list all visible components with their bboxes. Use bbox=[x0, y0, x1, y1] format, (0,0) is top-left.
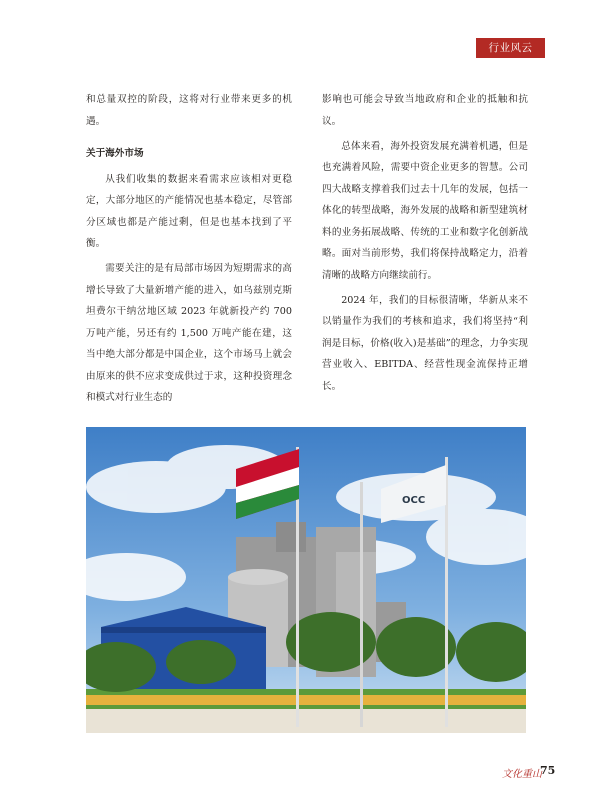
section-tag: 行业风云 bbox=[476, 38, 545, 58]
left-paragraph-3: 需要关注的是有局部市场因为短期需求的高增长导致了大量新增产能的进入，如乌兹别克斯坦费尔干纳岔地区域 2023 年就新投产约 700 万吨产能，另还有约 1,500 万吨产能在建，这当中绝大部分都是中国企业，这个市场马上就会由原来的供不应求变成供过于求，这种投资理念和模式对行业生态的 bbox=[86, 263, 292, 403]
left-column bbox=[86, 89, 292, 412]
section-heading: 关于海外市场 bbox=[86, 148, 144, 159]
left-paragraph-2: 从我们收集的数据来看需求应该相对更稳定，大部分地区的产能情况也基本稳定，尽管部分区域也都是产能过剩，但是也基本找到了平衡。 bbox=[86, 173, 292, 249]
ground bbox=[86, 689, 526, 733]
right-paragraph-2: 总体来看，海外投资发展充满着机遇，但是也充满着风险，需要中资企业更多的智慧。公司四大战略支撑着我们过去十几年的发展，包括一体化的转型战略，海外发展的战略和新型建筑材料的业务拓展战略、传统的工业和数字化创新战略。面对当前形势，我们将保持战略定力，沿着清晰的战略方向继续前行。 bbox=[322, 140, 528, 281]
svg-text:OCC: OCC bbox=[402, 495, 426, 506]
right-paragraph-3: 2024 年，我们的目标很清晰，华新从来不以销量作为我们的考核和追求，我们将坚持“利润是目标，价格(收入)是基础”的理念，力争实现营业收入、EBITDA、经营性现金流保持正增长。 bbox=[322, 294, 528, 392]
magazine-logo: 文化重山 bbox=[502, 769, 542, 780]
page-number: 75 bbox=[540, 764, 556, 777]
right-column bbox=[322, 89, 528, 401]
left-paragraph-1: 和总量双控的阶段，这将对行业带来更多的机遇。 bbox=[86, 94, 292, 127]
cement-plant-photo bbox=[86, 427, 526, 733]
right-paragraph-1: 影响也可能会导致当地政府和企业的抵触和抗议。 bbox=[322, 94, 528, 127]
flagpole-middle bbox=[360, 482, 363, 727]
